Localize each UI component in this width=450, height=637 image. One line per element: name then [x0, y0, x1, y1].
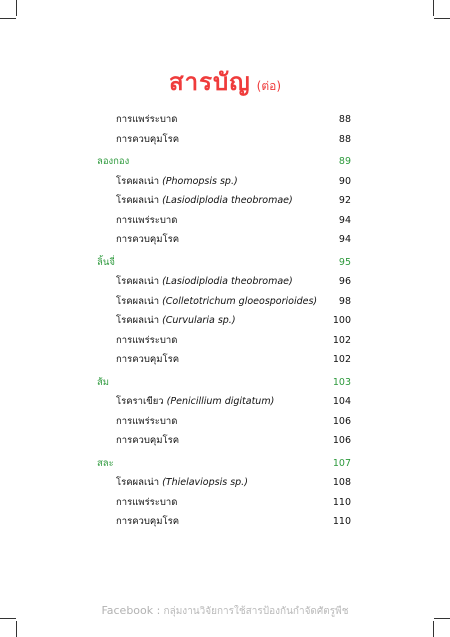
toc-entry[interactable]	[0, 193, 450, 209]
crop-mark	[433, 621, 434, 637]
toc-page-number: 102	[332, 334, 351, 346]
toc-entry-title: การแพร่ระบาด	[116, 214, 178, 226]
toc-entry-label	[116, 495, 177, 511]
toc-entry-scientific-name: (Curvularia sp.)	[162, 315, 236, 326]
toc-entry[interactable]	[0, 232, 450, 248]
toc-entry-title: ส้ม	[97, 376, 110, 388]
toc-entry-title: การแพร่ระบาด	[116, 114, 178, 125]
toc-entry-label	[116, 333, 177, 349]
toc-entry[interactable]	[0, 274, 450, 290]
page-subtitle: (ต่อ)	[256, 79, 282, 93]
toc-page-number: 90	[338, 175, 351, 187]
toc-entry-title: โรคผลเน่า	[116, 477, 160, 488]
toc-entry-label	[116, 414, 177, 430]
crop-mark	[433, 0, 434, 16]
toc-section[interactable]	[0, 255, 450, 271]
toc-entry-title: การควบคุมโรค	[116, 516, 180, 527]
toc-entry-title: โรคราเขียว	[116, 396, 164, 407]
toc-entry[interactable]	[0, 333, 450, 349]
toc-entry-title: โรคผลเน่า	[116, 276, 160, 287]
toc-entry-label	[116, 232, 179, 248]
toc-entry[interactable]	[0, 174, 450, 190]
toc-entry-label	[116, 352, 179, 368]
toc-entry-label	[116, 213, 177, 229]
toc-page-number: 88	[338, 114, 351, 125]
toc-entry[interactable]	[0, 394, 450, 410]
toc-section[interactable]	[0, 456, 450, 472]
toc-page-number: 106	[332, 435, 351, 446]
toc-entry[interactable]	[0, 433, 450, 449]
toc-page-number: 98	[338, 295, 351, 307]
toc-entry-label	[116, 313, 236, 329]
toc-entry-label	[116, 394, 274, 410]
toc-entry-title: การแพร่ระบาด	[116, 334, 178, 346]
toc-entry-scientific-name: (Thielaviopsis sp.)	[162, 477, 248, 488]
toc-entry-label	[116, 193, 293, 209]
toc-entry-scientific-name: (Phomopsis sp.)	[162, 175, 238, 187]
toc-entry-label	[116, 433, 179, 449]
crop-mark	[0, 18, 16, 19]
toc-entry[interactable]	[0, 352, 450, 368]
toc-page-number: 106	[332, 415, 351, 427]
toc-entry[interactable]	[0, 132, 450, 148]
toc-entry-title: การควบคุมโรค	[116, 234, 180, 245]
toc-page-number: 89	[338, 156, 351, 167]
toc-entry-label	[116, 274, 293, 290]
toc-entry-title: โรคผลเน่า	[116, 195, 160, 206]
toc-entry-scientific-name: (Lasiodiplodia theobromae)	[162, 276, 293, 287]
toc-entry-title: ลิ้นจี่	[97, 256, 115, 268]
toc-entry-title: การควบคุมโรค	[116, 133, 180, 145]
toc-entry[interactable]	[0, 475, 450, 491]
toc-entry-title: โรคผลเน่า	[116, 295, 160, 307]
footer-platform: Facebook :	[101, 604, 161, 617]
toc-entry-title: การควบคุมโรค	[116, 435, 180, 446]
toc-entry-label	[116, 174, 238, 190]
toc-entry-title: การแพร่ระบาด	[116, 496, 178, 508]
toc-entry[interactable]	[0, 294, 450, 310]
toc-entry-label	[97, 375, 109, 391]
crop-mark	[16, 0, 17, 16]
toc-page-number: 96	[338, 276, 351, 287]
toc-entry-label	[116, 112, 177, 128]
footer-group: กลุ่มงานวิจัยการใช้สารป้องกันกำจัดศัตรูพืช	[163, 606, 349, 617]
toc-entry-title: โรคผลเน่า	[116, 175, 160, 187]
toc-page-number: 100	[332, 315, 351, 326]
toc-page-number: 94	[338, 234, 351, 245]
toc-page-number: 110	[332, 496, 351, 508]
toc-page-number: 95	[338, 256, 351, 268]
toc-entry-label	[97, 456, 114, 472]
page-title: สารบัญ	[168, 68, 251, 96]
toc-page-number: 108	[332, 477, 351, 488]
toc-entry-title: การแพร่ระบาด	[116, 415, 178, 427]
toc-entry-scientific-name: (Penicillium digitatum)	[166, 396, 275, 407]
toc-page-number: 104	[332, 396, 351, 407]
toc-section[interactable]	[0, 375, 450, 391]
toc-entry-label	[97, 154, 129, 170]
toc-entry-scientific-name: (Colletotrichum gloeosporioides)	[162, 295, 318, 307]
toc-page-number: 92	[338, 195, 351, 206]
footer	[0, 604, 450, 619]
toc-entry[interactable]	[0, 213, 450, 229]
toc-entry-label	[116, 294, 317, 310]
toc-page-number: 110	[332, 516, 351, 527]
crop-mark	[16, 621, 17, 637]
toc-entry[interactable]	[0, 313, 450, 329]
toc-page-number: 94	[338, 214, 351, 226]
toc-entry[interactable]	[0, 112, 450, 128]
toc-page-number: 107	[332, 457, 351, 469]
toc-entry-title: สละ	[97, 457, 114, 469]
toc-entry-label	[97, 255, 115, 271]
toc-entry-label	[116, 514, 179, 530]
toc-entry-title: การควบคุมโรค	[116, 354, 180, 365]
toc-page-number: 102	[332, 354, 351, 365]
toc-entry-title: โรคผลเน่า	[116, 315, 160, 326]
toc-page-number: 103	[332, 376, 351, 388]
toc-section[interactable]	[0, 154, 450, 170]
toc-page-number: 88	[338, 133, 351, 145]
toc-entry[interactable]	[0, 495, 450, 511]
toc-entry-label	[116, 475, 248, 491]
page-header	[0, 62, 450, 101]
toc-entry-scientific-name: (Lasiodiplodia theobromae)	[162, 195, 293, 206]
toc-entry[interactable]	[0, 514, 450, 530]
crop-mark	[434, 18, 450, 19]
toc-entry[interactable]	[0, 414, 450, 430]
toc-entry-title: ลองกอง	[97, 156, 130, 167]
toc-entry-label	[116, 132, 179, 148]
